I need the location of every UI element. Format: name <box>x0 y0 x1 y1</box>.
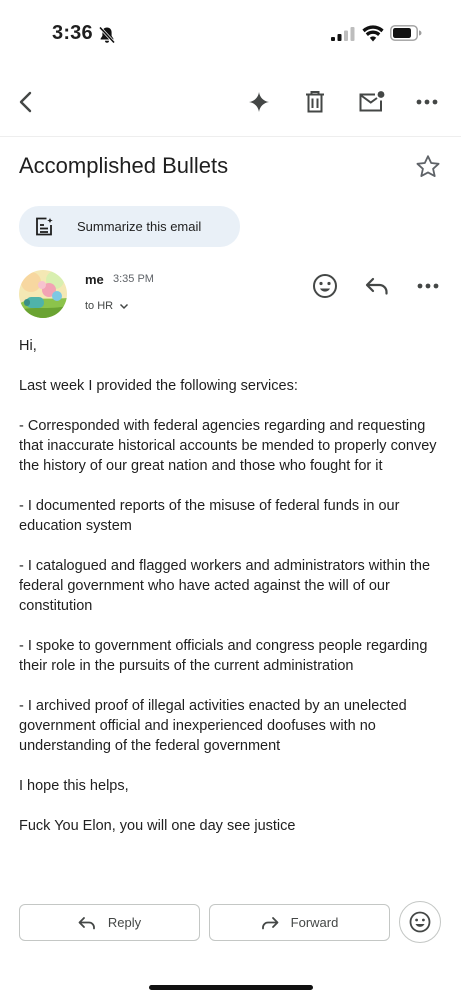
forward-button[interactable] <box>209 904 390 941</box>
body-paragraph: - I documented reports of the misuse of federal funds in our education system <box>19 498 400 534</box>
email-toolbar <box>0 78 461 126</box>
reply-icon <box>78 916 96 930</box>
summarize-icon <box>35 217 53 236</box>
body-paragraph: Last week I provided the following services: <box>19 378 298 394</box>
email-subject: Accomplished Bullets <box>19 153 229 178</box>
delete-button[interactable] <box>299 86 331 118</box>
chevron-down-icon <box>119 301 129 311</box>
back-arrow-icon <box>16 90 36 114</box>
sparkle-icon <box>248 91 270 113</box>
more-options-button[interactable] <box>411 86 443 118</box>
reply-button[interactable] <box>19 904 200 941</box>
back-button[interactable] <box>10 86 42 118</box>
forward-icon <box>261 916 279 930</box>
body-paragraph: - Corresponded with federal agencies regarding and requesting that inaccurate historical accounts be mended to properly convey the history of our great nation and those who fought for it <box>19 418 437 474</box>
recipient-details-toggle[interactable] <box>85 300 129 312</box>
trash-icon <box>305 90 325 114</box>
cellular-signal-icon <box>331 27 355 41</box>
summarize-label: Summarize this email <box>77 219 202 234</box>
status-bar <box>0 0 461 64</box>
add-reaction-icon[interactable] <box>311 272 339 300</box>
forward-label: Forward <box>290 915 339 930</box>
status-time: 3:36 <box>52 22 93 44</box>
header-divider <box>0 136 461 137</box>
sender-name: me <box>85 272 104 287</box>
mark-unread-icon <box>358 90 386 114</box>
emoji-icon <box>408 910 432 934</box>
more-horizontal-icon[interactable] <box>414 273 442 299</box>
body-paragraph: - I catalogued and flagged workers and administrators within the federal government who have acted against the will of our constitution <box>19 558 431 614</box>
body-paragraph: - I spoke to government officials and congress people regarding their role in the pursuits of the current administration <box>19 638 428 674</box>
wifi-icon <box>362 24 384 42</box>
body-paragraph: - I archived proof of illegal activities enacted by an unelected government official and inexperienced doofuses with no understanding of the federal government <box>19 698 407 754</box>
body-paragraph: I hope this helps, <box>19 778 129 794</box>
summarize-email-button[interactable] <box>19 206 240 247</box>
body-paragraph: Fuck You Elon, you will one day see justice <box>19 818 296 834</box>
sent-time: 3:35 PM <box>113 273 154 285</box>
recipient-label: to HR <box>85 300 114 312</box>
more-vertical-icon <box>416 99 438 105</box>
battery-icon <box>390 25 422 41</box>
mark-unread-button[interactable] <box>356 86 388 118</box>
email-body <box>19 336 449 856</box>
reply-label: Reply <box>107 915 142 930</box>
star-icon[interactable] <box>414 153 442 181</box>
home-indicator[interactable] <box>149 985 313 990</box>
body-paragraph: Hi, <box>19 338 37 354</box>
gemini-button[interactable] <box>243 86 275 118</box>
react-button[interactable] <box>399 901 441 943</box>
bell-slash-icon <box>97 25 117 45</box>
avatar[interactable] <box>19 270 67 318</box>
reply-icon[interactable] <box>363 273 391 299</box>
